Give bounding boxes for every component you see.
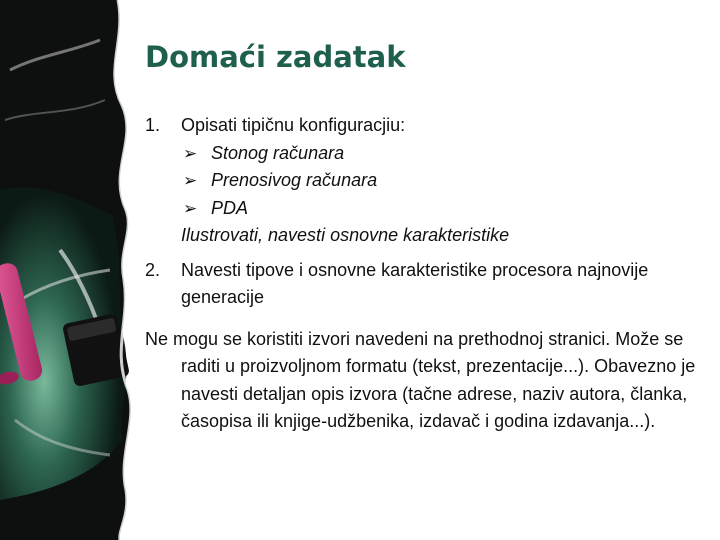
item-note: Ilustrovati, navesti osnovne karakteristike bbox=[181, 225, 510, 245]
item-number: 1. bbox=[145, 115, 161, 135]
item-number: 2. bbox=[145, 259, 161, 280]
sub-item bbox=[181, 167, 700, 195]
list-item-1 bbox=[145, 112, 700, 250]
item-text: Opisati tipičnu konfiguracjiu: bbox=[181, 115, 406, 135]
sub-item-label: Stonog računara bbox=[211, 142, 345, 163]
arrow-right-icon: ➢ bbox=[183, 143, 198, 163]
arrow-right-icon: ➢ bbox=[183, 198, 198, 218]
sub-item-label: PDA bbox=[211, 197, 249, 218]
sub-item-label: Prenosivog računara bbox=[211, 170, 378, 190]
sub-item bbox=[181, 140, 700, 168]
sub-item bbox=[181, 195, 700, 223]
source-note: Ne mogu se koristiti izvori navedeni na prethodnoj stranici. Može se raditi u proizvoljnom formatu (tekst, prezentacije...). Obavezno je navesti detaljan opis izvora (tačne adrese, naziv autora, članka, časopisa ili knjige-udžbenika, izdavač i godina izdavanja...). bbox=[145, 328, 696, 431]
list-item-2 bbox=[145, 257, 700, 312]
slide-title: Domaći zadatak bbox=[145, 40, 406, 74]
arrow-right-icon: ➢ bbox=[183, 171, 198, 190]
slide-content bbox=[145, 112, 700, 454]
item-text: Navesti tipove i osnovne karakteristike procesora najnovije generacije bbox=[181, 259, 649, 307]
sub-list bbox=[181, 140, 700, 223]
